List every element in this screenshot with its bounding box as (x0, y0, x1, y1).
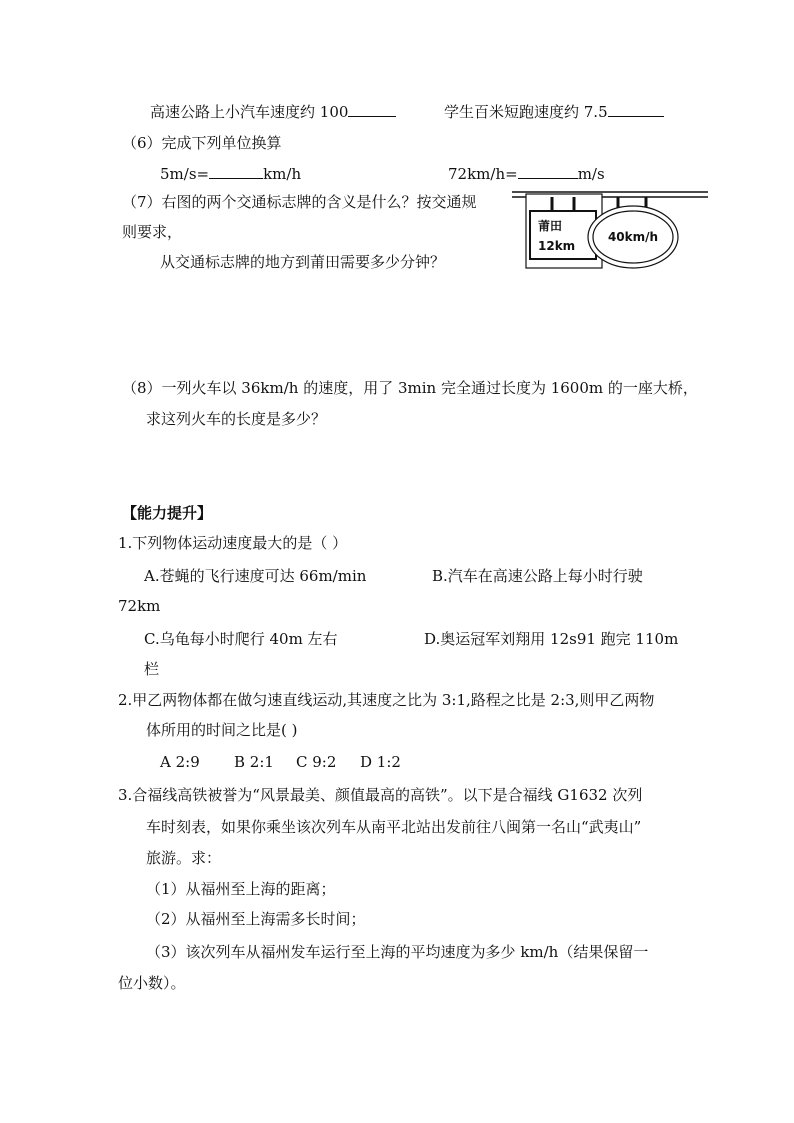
p3-line-3: 旅游。求： (146, 849, 222, 867)
p2-option-d[interactable]: D 1:2 (360, 753, 401, 771)
p3-sub-3-cont: 位小数）。 (118, 974, 186, 992)
p1-option-a[interactable]: A.苍蝇的飞行速度可达 66m/min (144, 567, 367, 585)
p1-option-b[interactable]: B.汽车在高速公路上每小时行驶 (432, 567, 643, 585)
p3-sub-2: （2）从福州至上海需多长时间； (146, 910, 366, 928)
q5-student-text: 学生百米短跑速度约 7.5 (444, 103, 608, 121)
p3-sub-3: （3）该次列车从福州发车运行至上海的平均速度为多少 km/h（结果保留一 (146, 943, 649, 961)
p3-line-2: 车时刻表，如果你乘坐该次列车从南平北站出发前往八闽第一名山“武夷山” (146, 818, 642, 836)
q6-conv2-left: 72km/h= (448, 165, 518, 183)
p1-option-d[interactable]: D.奥运冠军刘翔用 12s91 跑完 110m (424, 630, 679, 648)
p2-option-a[interactable]: A 2:9 (160, 753, 200, 771)
q7-line-3: 从交通标志牌的地方到莆田需要多少分钟？ (160, 253, 446, 271)
p2-line-2: 体所用的时间之比是( ) (146, 721, 298, 739)
q6-conv2-blank[interactable] (518, 164, 578, 179)
q6-conv1-unit: km/h (263, 165, 302, 183)
sign-distance: 12km (538, 239, 576, 253)
p1-stem: 1.下列物体运动速度最大的是（ ） (118, 534, 348, 552)
q6-conversion-2 (448, 164, 605, 184)
p2-option-b[interactable]: B 2:1 (234, 753, 274, 771)
q8-line-2: 求这列火车的长度是多少？ (146, 410, 327, 428)
q5-student-blank[interactable] (608, 102, 664, 117)
q6-conv1-blank[interactable] (209, 164, 263, 179)
q7-line-2: 则要求， (122, 223, 183, 241)
q5-car-text: 高速公路上小汽车速度约 100 (150, 103, 349, 121)
q5-student-speed (444, 102, 664, 122)
q5-car-speed (150, 102, 396, 122)
p3-line-1: 3.合福线高铁被誉为“风景最美、颜值最高的高铁”。以下是合福线 G1632 次列 (118, 786, 643, 804)
q6-prompt: （6）完成下列单位换算 (122, 134, 282, 152)
q5-car-blank[interactable] (348, 102, 396, 117)
p1-option-c[interactable]: C.乌龟每小时爬行 40m 左右 (144, 630, 338, 648)
p1-option-d-cont: 栏 (144, 660, 160, 678)
q6-conv1-left: 5m/s= (160, 165, 210, 183)
traffic-signs-svg (512, 190, 708, 276)
section-title: 【能力提升】 (122, 504, 213, 522)
q8-line-1: （8）一列火车以 36km/h 的速度，用了 3min 完全通过长度为 1600m 的一座大桥， (122, 379, 698, 397)
q6-conversion-1 (160, 164, 301, 184)
q6-conv2-unit: m/s (577, 165, 605, 183)
p1-option-b-cont: 72km (118, 597, 161, 615)
p3-sub-1: （1）从福州至上海的距离； (146, 880, 336, 898)
q7-line-1: （7）右图的两个交通标志牌的含义是什么？按交通规 (122, 193, 477, 211)
p2-line-1: 2.甲乙两物体都在做匀速直线运动,其速度之比为 3:1,路程之比是 2:3,则甲乙两物 (118, 691, 655, 709)
sign-place-name: 莆田 (538, 219, 563, 233)
sign-speed-limit: 40km/h (607, 230, 659, 244)
p2-option-c[interactable]: C 9:2 (296, 753, 337, 771)
traffic-signs-figure (512, 190, 708, 276)
